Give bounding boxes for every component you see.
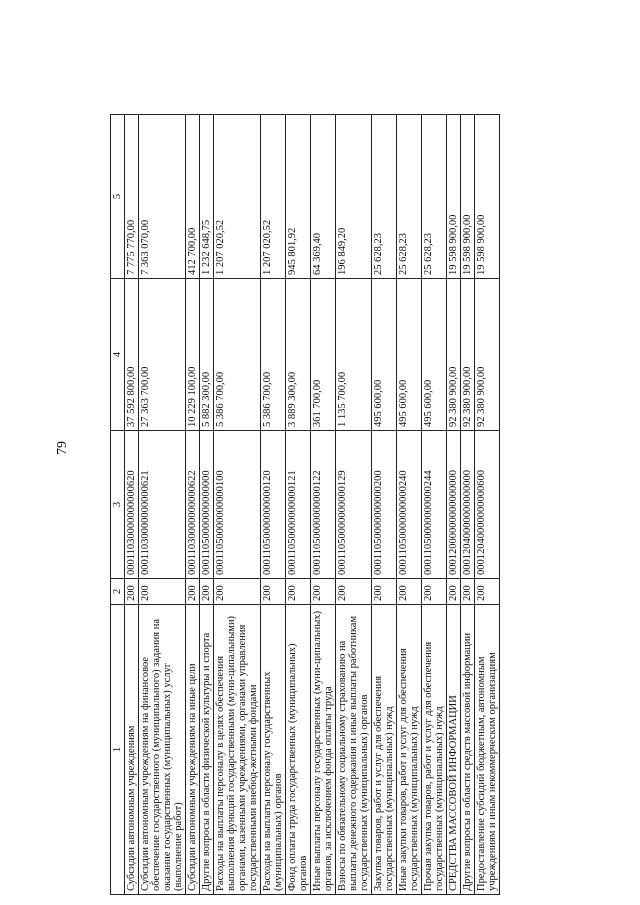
row-col4-cell: 495 600,00 bbox=[397, 279, 422, 431]
table-row bbox=[336, 115, 372, 895]
row-name-cell: Субсидии автономным учреждениям на иные цели bbox=[186, 605, 200, 895]
row-col2-cell: 200 bbox=[214, 579, 261, 605]
row-col2-cell: 200 bbox=[475, 579, 500, 605]
row-col5-cell: 1 207 020,52 bbox=[261, 115, 286, 279]
row-col4-cell: 10 229 100,00 bbox=[186, 279, 200, 431]
page-number: 79 bbox=[55, 441, 70, 455]
row-code-cell: 00011050000000000200 bbox=[372, 431, 397, 579]
row-col2-cell: 200 bbox=[139, 579, 186, 605]
row-col2-cell: 200 bbox=[286, 579, 311, 605]
row-name-cell: Закупка товаров, работ и услуг для обеспечения государственных (муниципальных) нужд bbox=[372, 605, 397, 895]
row-col5-cell: 7 363 070,00 bbox=[139, 115, 186, 279]
header-col-2: 2 bbox=[111, 579, 125, 605]
table-row bbox=[200, 115, 214, 895]
table-body bbox=[125, 115, 500, 895]
row-col2-cell: 200 bbox=[125, 579, 139, 605]
rotated-table-container bbox=[110, 115, 635, 895]
table-row bbox=[422, 115, 447, 895]
row-name-cell: Фонд оплаты труда государственных (муниципальных) органов bbox=[286, 605, 311, 895]
row-col2-cell: 200 bbox=[422, 579, 447, 605]
row-col2-cell: 200 bbox=[461, 579, 475, 605]
table-row bbox=[139, 115, 186, 895]
row-code-cell: 00011050000000000100 bbox=[214, 431, 261, 579]
header-col-1: 1 bbox=[111, 605, 125, 895]
row-col4-cell: 92 380 900,00 bbox=[475, 279, 500, 431]
row-col2-cell: 200 bbox=[200, 579, 214, 605]
table-row bbox=[125, 115, 139, 895]
row-col5-cell: 1 232 648,75 bbox=[200, 115, 214, 279]
row-col2-cell: 200 bbox=[372, 579, 397, 605]
row-col4-cell: 92 380 900,00 bbox=[461, 279, 475, 431]
budget-table bbox=[110, 114, 500, 895]
row-code-cell: 00012040000000000000 bbox=[461, 431, 475, 579]
row-name-cell: Взносы по обязательному социальному страхованию на выплаты денежного содержания и иные выплаты работникам государственных (муниципальных) органов bbox=[336, 605, 372, 895]
row-col2-cell: 200 bbox=[186, 579, 200, 605]
row-code-cell: 00012040000000000600 bbox=[475, 431, 500, 579]
row-col4-cell: 5 386 700,00 bbox=[261, 279, 286, 431]
row-col5-cell: 19 598 900,00 bbox=[461, 115, 475, 279]
row-col2-cell: 200 bbox=[261, 579, 286, 605]
row-name-cell: Предоставление субсидий бюджетным, автономным учреждениям и иным некоммерческим организациям bbox=[475, 605, 500, 895]
row-code-cell: 00011050000000000000 bbox=[200, 431, 214, 579]
header-col-3: 3 bbox=[111, 431, 125, 579]
row-col5-cell: 1 207 020,52 bbox=[214, 115, 261, 279]
row-code-cell: 00011050000000000244 bbox=[422, 431, 447, 579]
row-code-cell: 00011030000000000621 bbox=[139, 431, 186, 579]
row-col5-cell: 25 628,23 bbox=[372, 115, 397, 279]
row-name-cell: СРЕДСТВА МАССОВОЙ ИНФОРМАЦИИ bbox=[447, 605, 461, 895]
row-code-cell: 00012000000000000000 bbox=[447, 431, 461, 579]
table-row bbox=[447, 115, 461, 895]
row-code-cell: 00011050000000000240 bbox=[397, 431, 422, 579]
row-col2-cell: 200 bbox=[447, 579, 461, 605]
row-col4-cell: 495 600,00 bbox=[372, 279, 397, 431]
row-col2-cell: 200 bbox=[311, 579, 336, 605]
row-name-cell: Субсидии автономным учреждениям на финансовое обеспечение государственного (муниципального) задания на оказание государственных (муниципальных) услуг (выполнение работ) bbox=[139, 605, 186, 895]
row-name-cell: Субсидии автономным учреждениям bbox=[125, 605, 139, 895]
row-col5-cell: 64 369,40 bbox=[311, 115, 336, 279]
row-name-cell: Другие вопросы в области средств массовой информации bbox=[461, 605, 475, 895]
row-col4-cell: 1 135 700,00 bbox=[336, 279, 372, 431]
row-code-cell: 00011050000000000129 bbox=[336, 431, 372, 579]
row-col4-cell: 37 592 800,00 bbox=[125, 279, 139, 431]
row-col5-cell: 945 801,92 bbox=[286, 115, 311, 279]
row-code-cell: 00011030000000000620 bbox=[125, 431, 139, 579]
row-code-cell: 00011050000000000122 bbox=[311, 431, 336, 579]
row-col4-cell: 5 882 300,00 bbox=[200, 279, 214, 431]
row-col4-cell: 3 889 300,00 bbox=[286, 279, 311, 431]
header-row bbox=[111, 115, 125, 895]
row-code-cell: 00011030000000000622 bbox=[186, 431, 200, 579]
table-row bbox=[397, 115, 422, 895]
row-name-cell: Расходы на выплаты персоналу в целях обеспечения выполнения функций государственными (муни-ципальными) органами, казенными учреждениями, органами управления государственными внебюд-жетными фондами bbox=[214, 605, 261, 895]
table-row bbox=[286, 115, 311, 895]
table-row bbox=[461, 115, 475, 895]
row-col5-cell: 196 849,20 bbox=[336, 115, 372, 279]
row-code-cell: 00011050000000000121 bbox=[286, 431, 311, 579]
row-name-cell: Расходы на выплаты персоналу государственных (муниципальных) органов bbox=[261, 605, 286, 895]
row-col4-cell: 361 700,00 bbox=[311, 279, 336, 431]
table-row bbox=[261, 115, 286, 895]
row-col2-cell: 200 bbox=[397, 579, 422, 605]
header-col-4: 4 bbox=[111, 279, 125, 431]
table-row bbox=[311, 115, 336, 895]
row-col5-cell: 25 628,23 bbox=[397, 115, 422, 279]
row-name-cell: Прочая закупка товаров, работ и услуг для обеспечения государственных (муниципальных) нужд bbox=[422, 605, 447, 895]
table-row bbox=[214, 115, 261, 895]
header-col-5: 5 bbox=[111, 115, 125, 279]
row-code-cell: 00011050000000000120 bbox=[261, 431, 286, 579]
row-name-cell: Другие вопросы в области физической культуры и спорта bbox=[200, 605, 214, 895]
table-row bbox=[475, 115, 500, 895]
row-col4-cell: 5 386 700,00 bbox=[214, 279, 261, 431]
table-row bbox=[186, 115, 200, 895]
row-col4-cell: 27 363 700,00 bbox=[139, 279, 186, 431]
row-name-cell: Иные закупки товаров, работ и услуг для обеспечения государственных (муниципальных) нужд bbox=[397, 605, 422, 895]
row-col4-cell: 495 600,00 bbox=[422, 279, 447, 431]
row-col5-cell: 19 598 900,00 bbox=[475, 115, 500, 279]
row-name-cell: Иные выплаты персоналу государственных (муни-ципальных) органов, за исключением фонда оплаты труда bbox=[311, 605, 336, 895]
row-col2-cell: 200 bbox=[336, 579, 372, 605]
row-col4-cell: 92 380 900,00 bbox=[447, 279, 461, 431]
row-col5-cell: 25 628,23 bbox=[422, 115, 447, 279]
table-row bbox=[372, 115, 397, 895]
row-col5-cell: 412 700,00 bbox=[186, 115, 200, 279]
row-col5-cell: 7 775 770,00 bbox=[125, 115, 139, 279]
row-col5-cell: 19 598 900,00 bbox=[447, 115, 461, 279]
